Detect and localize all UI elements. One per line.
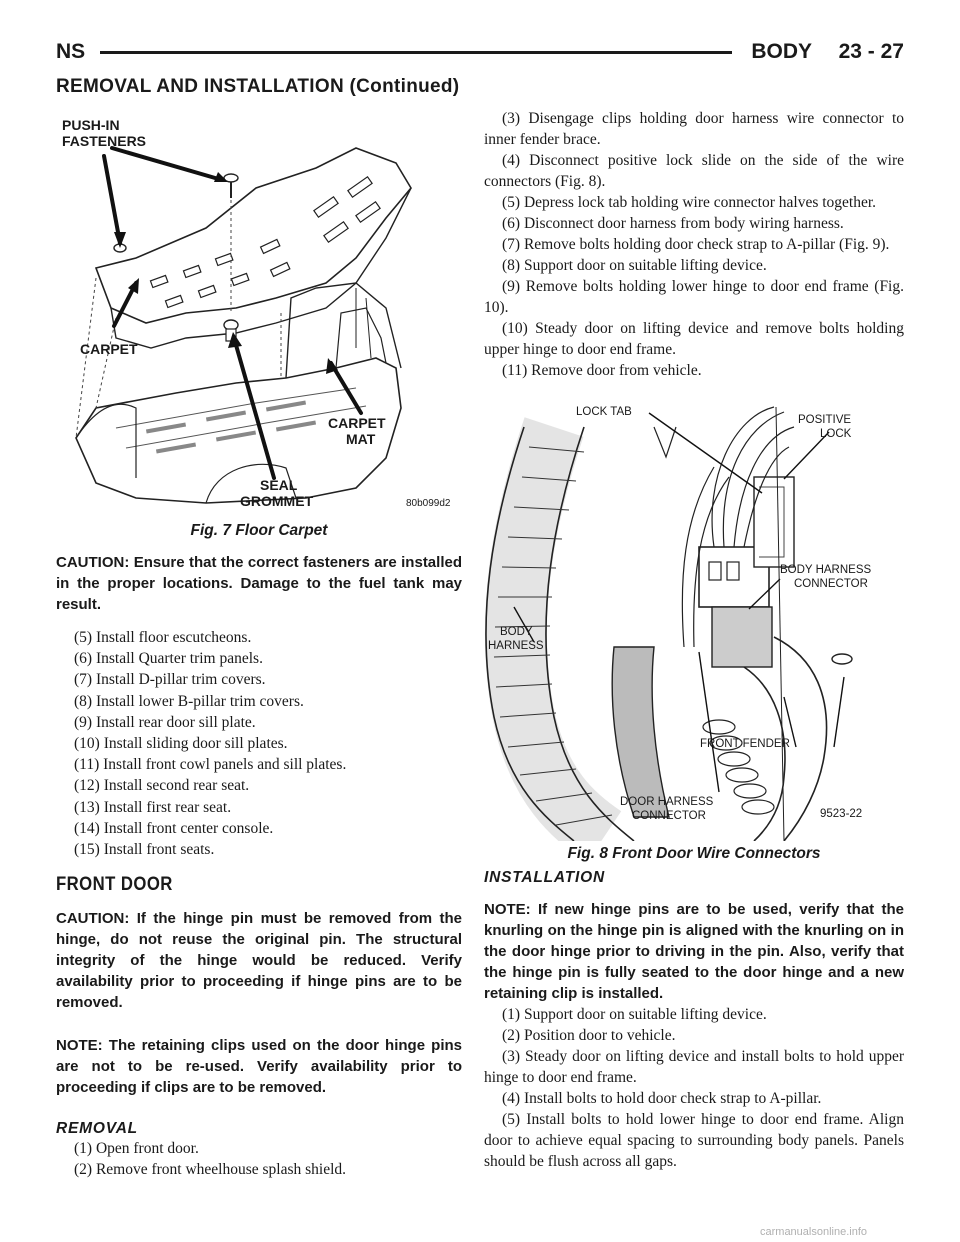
label-carpet-mat-1: CARPET	[328, 415, 386, 431]
list-item: (10) Install sliding door sill plates.	[74, 735, 288, 753]
list-item: (9) Install rear door sill plate.	[74, 713, 256, 731]
list-item: (12) Install second rear seat.	[74, 777, 250, 795]
figure-8-caption: Fig. 8 Front Door Wire Connectors	[567, 845, 821, 862]
list-item: (4) Install bolts to hold door check strap to A-pillar.	[502, 1090, 822, 1107]
list-item: (7) Remove bolts holding door check strap to A-pillar (Fig. 9).	[502, 236, 890, 253]
label-body-harness-1: BODY	[500, 626, 533, 638]
figure-8-code: 9523-22	[820, 808, 863, 820]
label-body-harness-connector-2: CONNECTOR	[794, 578, 868, 590]
caution-fasteners: CAUTION: Ensure that the correct fasteners are installed in the proper locations. Damage to the fuel tank may result.	[56, 554, 462, 613]
label-body-harness-2: HARNESS	[488, 640, 544, 652]
floor-carpet-illustration	[56, 108, 462, 518]
header-model: NS	[56, 40, 86, 63]
figure-7-floor-carpet	[56, 108, 462, 540]
list-item: (10) Steady door on lifting device and remove bolts holding upper hinge to door end frame.	[484, 320, 904, 358]
list-item: (4) Disconnect positive lock slide on the side of the wire connectors (Fig. 8).	[484, 152, 904, 190]
list-item: (1) Support door on suitable lifting device.	[502, 1006, 767, 1023]
install-steps-list	[56, 627, 462, 860]
note-retaining-clips: NOTE: The retaining clips used on the door hinge pins are not to be re-used. Verify availability prior to proceeding if clips are to be removed.	[56, 1037, 462, 1097]
list-item: (7) Install D-pillar trim covers.	[74, 671, 266, 689]
watermark-footer: carmanualsonline.info	[760, 1226, 868, 1238]
continued-heading: REMOVAL AND INSTALLATION (Continued)	[56, 76, 460, 97]
list-item: (8) Support door on suitable lifting device.	[502, 257, 767, 274]
list-item: (11) Remove door from vehicle.	[502, 362, 702, 379]
figure-7-code: 80b099d2	[406, 498, 451, 509]
list-item: (3) Steady door on lifting device and install bolts to hold upper hinge to door end frame.	[484, 1048, 904, 1086]
note-hinge-pins: NOTE: If new hinge pins are to be used, verify that the knurling on the hinge pin is aligned with the knurling on in the door hinge prior to driving in the pin. Also, verify that the hinge pin is fully seated to the door hinge and a new retaining clip is installed.	[484, 901, 904, 1002]
installation-steps-list	[484, 1004, 904, 1172]
header-section: BODY	[751, 40, 812, 63]
list-item: (15) Install front seats.	[74, 841, 215, 859]
header-rule	[100, 51, 732, 54]
list-item: (2) Position door to vehicle.	[502, 1027, 676, 1044]
label-seal-2: GROMMET	[240, 493, 314, 509]
header-page-number: 23 - 27	[838, 40, 904, 63]
figure-7-caption: Fig. 7 Floor Carpet	[190, 522, 328, 539]
list-item: (9) Remove bolts holding lower hinge to door end frame (Fig. 10).	[484, 278, 904, 316]
list-item: (11) Install front cowl panels and sill plates.	[74, 756, 347, 774]
page-header	[56, 40, 904, 68]
right-column	[484, 108, 904, 1172]
list-item: (2) Remove front wheelhouse splash shield.	[74, 1161, 347, 1179]
label-lock-tab: LOCK TAB	[576, 406, 632, 418]
list-item: (1) Open front door.	[74, 1140, 199, 1158]
list-item: (14) Install front center console.	[74, 819, 274, 837]
label-door-harness-connector-2: CONNECTOR	[632, 810, 706, 822]
caution-hinge-pin: CAUTION: If the hinge pin must be removed from the hinge, do not reuse the original pin. The structural integrity of the hinge would be reduced. Verify availability prior to proceeding if hinge pins are to be removed.	[56, 910, 462, 1012]
label-door-harness-connector-1: DOOR HARNESS	[620, 796, 714, 808]
label-seal-1: SEAL	[260, 477, 298, 493]
label-positive-lock-2: LOCK	[820, 428, 852, 440]
label-body-harness-connector-1: BODY HARNESS	[780, 564, 872, 576]
list-item: (13) Install first rear seat.	[74, 798, 232, 816]
front-door-heading: FRONT DOOR	[56, 874, 173, 896]
label-pushin-2: FASTENERS	[62, 133, 147, 149]
list-item: (5) Install bolts to hold lower hinge to door end frame. Align door to achieve equal spacing to surrounding body panels. Panels should be flush across all gaps.	[484, 1111, 904, 1170]
removal-heading: REMOVAL	[56, 1120, 138, 1138]
left-column	[56, 108, 462, 1181]
door-wire-connectors-illustration	[484, 397, 904, 841]
label-carpet-mat-2: MAT	[346, 431, 376, 447]
removal-steps-continued	[484, 108, 904, 381]
list-item: (6) Disconnect door harness from body wiring harness.	[502, 215, 844, 232]
label-front-fender: FRONT FENDER	[700, 738, 790, 750]
label-carpet: CARPET	[80, 341, 138, 357]
label-positive-lock-1: POSITIVE	[798, 414, 852, 426]
list-item: (6) Install Quarter trim panels.	[74, 650, 263, 668]
list-item: (8) Install lower B-pillar trim covers.	[74, 692, 304, 710]
list-item: (5) Depress lock tab holding wire connector halves together.	[502, 194, 877, 211]
figure-8-door-wire-connectors	[484, 397, 904, 863]
installation-heading: INSTALLATION	[484, 869, 605, 886]
list-item: (5) Install floor escutcheons.	[74, 629, 252, 646]
label-pushin-1: PUSH-IN	[62, 117, 120, 133]
list-item: (3) Disengage clips holding door harness wire connector to inner fender brace.	[484, 110, 904, 148]
